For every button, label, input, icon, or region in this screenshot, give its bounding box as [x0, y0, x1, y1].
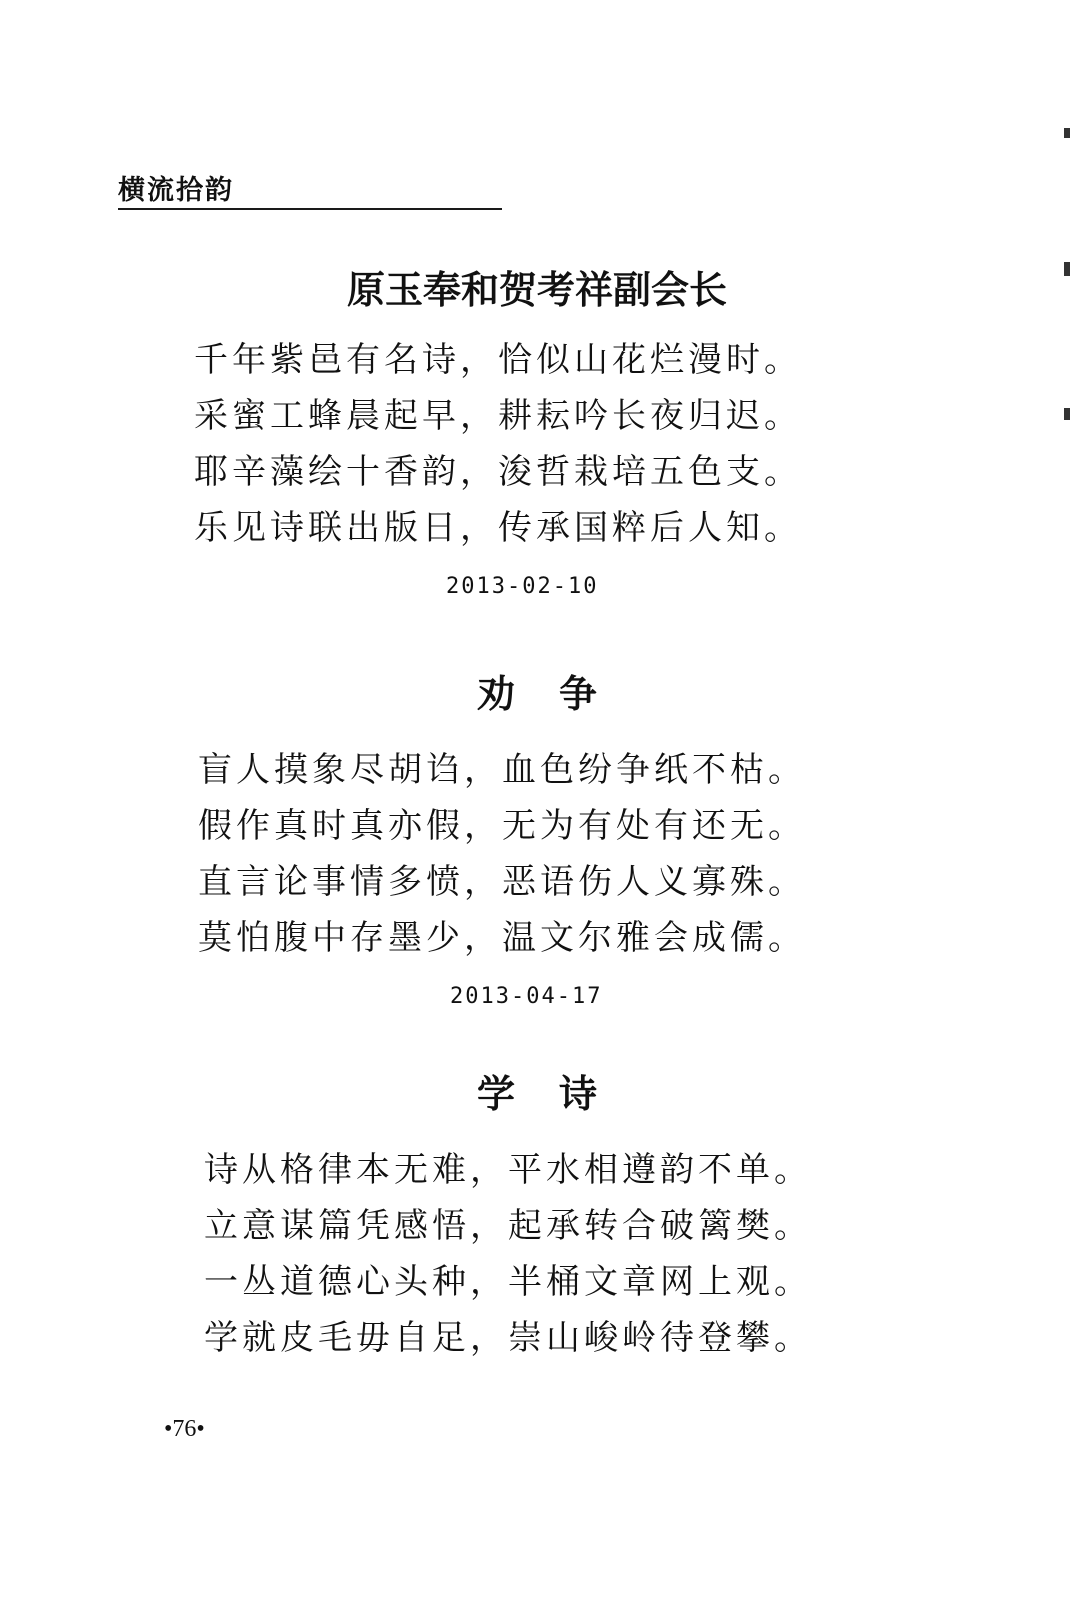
- poem-line: 学就皮毛毋自足，崇山峻岭待登攀。: [204, 1318, 812, 1358]
- poem-line: 立意谋篇凭感悟，起承转合破篱樊。: [204, 1206, 812, 1246]
- poem-line: 诗从格律本无难，平水相遵韵不单。: [204, 1150, 812, 1190]
- page-number: •76•: [164, 1416, 205, 1442]
- poem-line: 直言论事情多愤，恶语伤人义寡殊。: [198, 862, 806, 902]
- poem-line: 假作真时真亦假，无为有处有还无。: [198, 806, 806, 846]
- poem-3: [0, 1072, 1074, 1358]
- poem-line: 乐见诗联出版日，传承国粹后人知。: [194, 508, 802, 548]
- running-header-title: 横流拾韵: [118, 175, 234, 206]
- poem-date: 2013-04-17: [450, 984, 603, 1009]
- poem-line: 一丛道德心头种，半桶文章网上观。: [204, 1262, 812, 1302]
- poem-title: 原玉奉和贺考祥副会长: [346, 268, 727, 312]
- scan-edge-mark: [1064, 262, 1070, 276]
- poem-1: [0, 268, 1074, 599]
- poem-2: [0, 672, 1074, 1009]
- poem-title: 劝争: [476, 672, 641, 716]
- poem-line: 耶辛藻绘十香韵，浚哲栽培五色支。: [194, 452, 802, 492]
- poem-title: 学诗: [476, 1072, 641, 1116]
- scan-edge-mark: [1064, 128, 1070, 138]
- poem-line: 盲人摸象尽胡诌，血色纷争纸不枯。: [198, 750, 806, 790]
- poem-date: 2013-02-10: [446, 574, 599, 599]
- running-header: [118, 168, 502, 210]
- poem-line: 千年紫邑有名诗，恰似山花烂漫时。: [194, 340, 802, 380]
- scan-edge-mark: [1064, 408, 1070, 420]
- poem-line: 采蜜工蜂晨起早，耕耘吟长夜归迟。: [194, 396, 802, 436]
- poem-line: 莫怕腹中存墨少，温文尔雅会成儒。: [198, 918, 806, 958]
